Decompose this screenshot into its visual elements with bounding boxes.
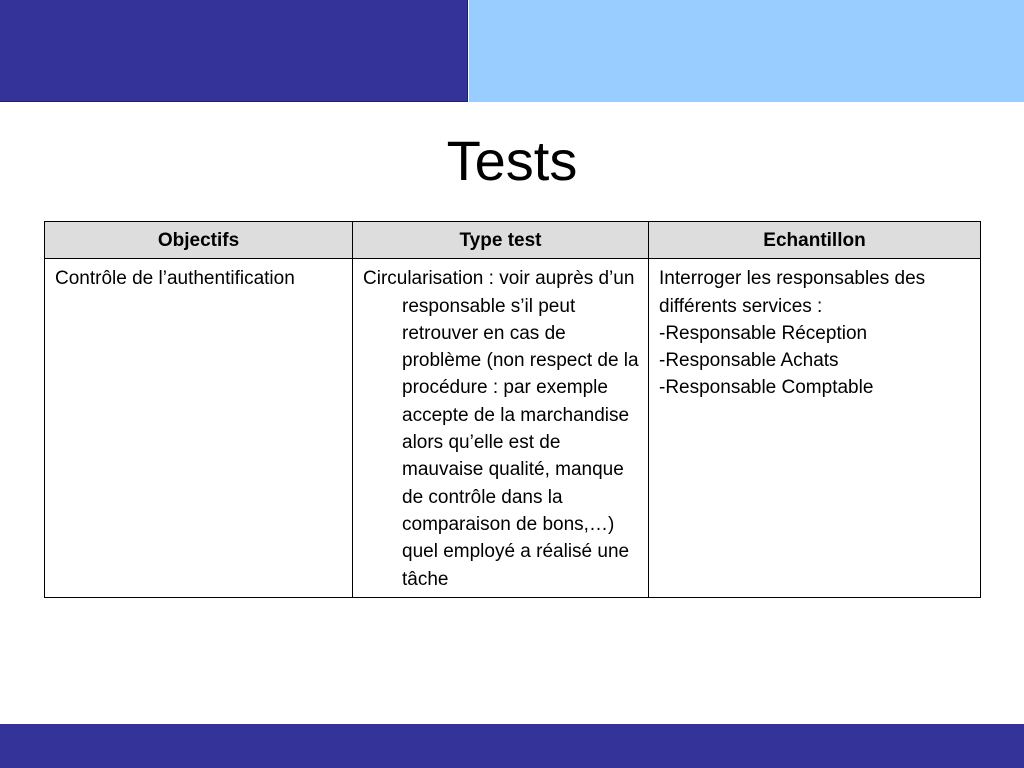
header-band-light [469, 0, 1024, 102]
column-header-type-test: Type test [353, 222, 649, 259]
type-test-text: Circularisation : voir auprès d’un responsable s’il peut retrouver en cas de problème (non respect de la procédure : par exemple accepte de la marchandise alors qu’elle est de mauvaise qualité, manque de contrôle dans la comparaison de bons,…) quel employé a réalisé une tâche [363, 268, 639, 590]
table-header-row [45, 222, 981, 259]
echantillon-item: -Responsable Réception [659, 322, 868, 344]
header-band-dark [0, 0, 468, 102]
column-header-echantillon: Echantillon [649, 222, 981, 259]
table-row [45, 259, 981, 598]
echantillon-intro: Interroger les responsables des différents services : [659, 268, 926, 317]
objectif-text: Contrôle de l’authentification [55, 268, 295, 290]
echantillon-item: -Responsable Comptable [659, 377, 874, 399]
cell-type-test [353, 259, 649, 598]
cell-objectif [45, 259, 353, 598]
footer-bar [0, 724, 1024, 768]
tests-table [44, 221, 981, 598]
column-header-objectifs: Objectifs [45, 222, 353, 259]
slide-title: Tests [446, 129, 578, 192]
echantillon-item: -Responsable Achats [659, 350, 839, 372]
cell-echantillon [649, 259, 981, 598]
